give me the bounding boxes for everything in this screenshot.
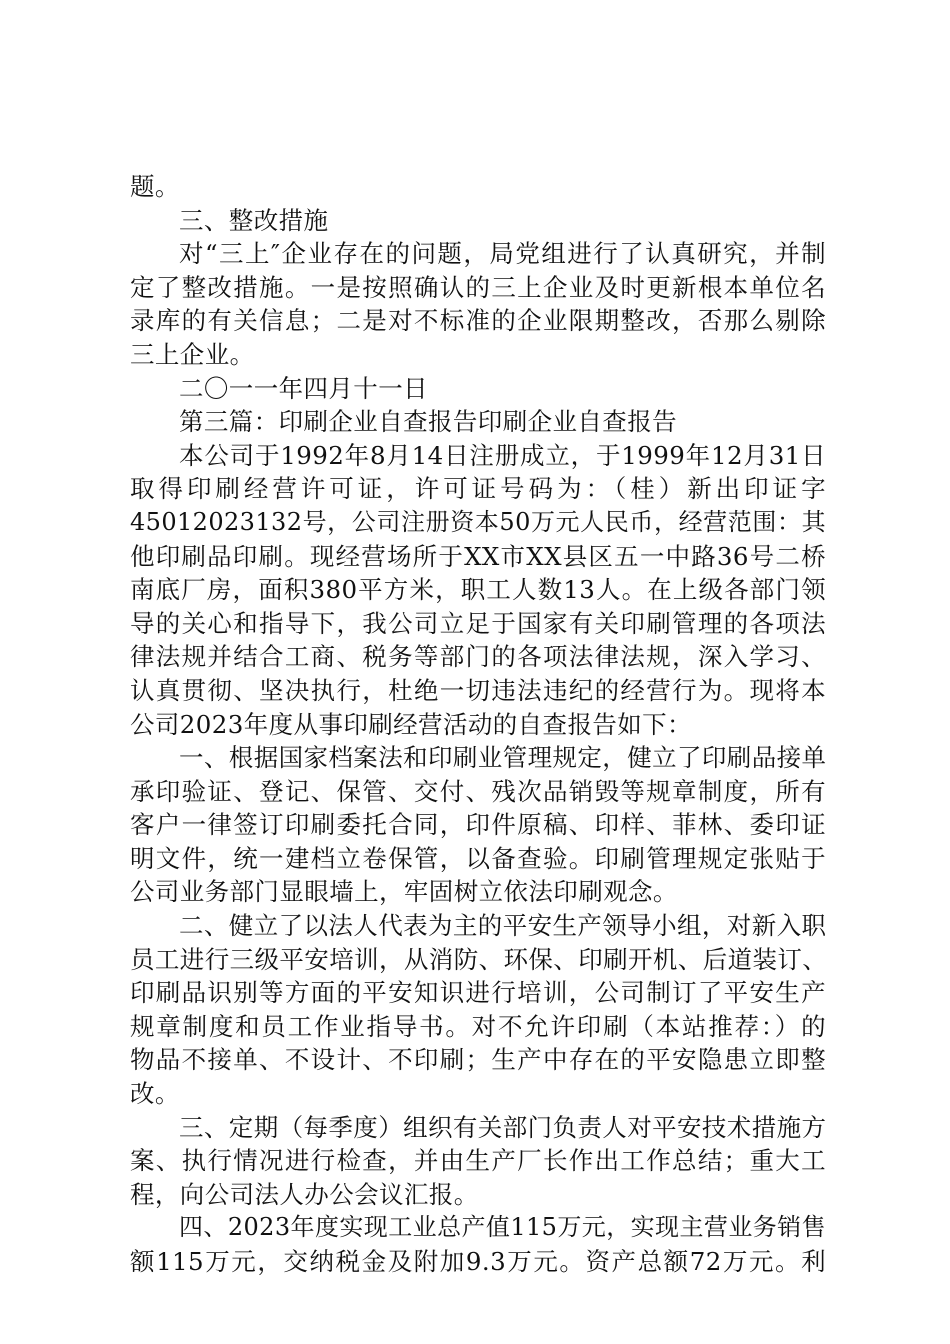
text-line: 物品不接单、不设计、不印刷；生产中存在的平安隐患立即整 — [130, 1045, 826, 1075]
text-line: 承印验证、登记、保管、交付、残次品销毁等规章制度，所有 — [130, 776, 826, 806]
text-line: 南底厂房，面积380平方米，职工人数13人。在上级各部门领 — [130, 575, 826, 605]
text-line: 定了整改措施。一是按照确认的三上企业及时更新根本单位名 — [130, 272, 826, 302]
text-line: 明文件，统一建档立卷保管，以备查验。印刷管理规定张贴于 — [130, 843, 826, 873]
text-line: 公司业务部门显眼墙上，牢固树立依法印刷观念。 — [130, 877, 678, 907]
text-line: 取得印刷经营许可证，许可证号码为：（桂）新出印证字 — [130, 474, 826, 504]
text-line: 认真贯彻、坚决执行，杜绝一切违法违纪的经营行为。现将本 — [130, 675, 826, 705]
document-body — [130, 170, 826, 1279]
text-line: 额115万元，交纳税金及附加9.3万元。资产总额72万元。利 — [130, 1247, 826, 1276]
text-line: 题。 — [130, 172, 180, 201]
text-line: 公司2023年度从事印刷经营活动的自查报告如下： — [130, 709, 692, 739]
text-line: 对“三上″企业存在的问题，局党组进行了认真研究，并制 — [179, 239, 826, 269]
text-line: 改。 — [130, 1079, 180, 1109]
text-line: 程，向公司法人办公会议汇报。 — [130, 1179, 479, 1209]
text-line: 导的关心和指导下，我公司立足于国家有关印刷管理的各项法 — [130, 608, 826, 638]
text-line: 员工进行三级平安培训，从消防、环保、印刷开机、后道装订、 — [130, 944, 828, 974]
text-line: 律法规并结合工商、税务等部门的各项法律法规，深入学习、 — [130, 642, 826, 672]
text-line: 案、执行情况进行检查，并由生产厂长作出工作总结；重大工 — [130, 1146, 826, 1176]
text-line: 二〇一一年四月十一日 — [179, 373, 428, 403]
text-line: 印刷品识别等方面的平安知识进行培训，公司制订了平安生产 — [130, 978, 826, 1008]
text-line: 他印刷品印刷。现经营场所于XX市XX县区五一中路36号二桥 — [130, 541, 826, 571]
text-line: 本公司于1992年8月14日注册成立，于1999年12月31日 — [179, 440, 826, 470]
text-line: 一、根据国家档案法和印刷业管理规定，健立了印刷品接单 — [179, 743, 827, 773]
text-line: 三上企业。 — [130, 339, 255, 369]
text-line: 录库的有关信息；二是对不标准的企业限期整改，否那么剔除 — [130, 306, 826, 336]
text-line: 四、2023年度实现工业总产值115万元，实现主营业务销售 — [179, 1213, 826, 1242]
text-line: 规章制度和员工作业指导书。对不允许印刷（本站推荐：）的 — [130, 1011, 826, 1041]
text-line: 二、健立了以法人代表为主的平安生产领导小组，对新入职 — [179, 911, 827, 941]
text-line: 45012023132号，公司注册资本50万元人民币，经营范围：其 — [130, 507, 826, 536]
text-line: 客户一律签订印刷委托合同，印件原稿、印样、菲林、委印证 — [130, 810, 826, 840]
text-line: 第三篇：印刷企业自查报告印刷企业自查报告 — [179, 407, 677, 437]
text-line: 三、整改措施 — [179, 205, 329, 235]
text-line: 三、定期（每季度）组织有关部门负责人对平安技术措施方 — [179, 1112, 827, 1142]
